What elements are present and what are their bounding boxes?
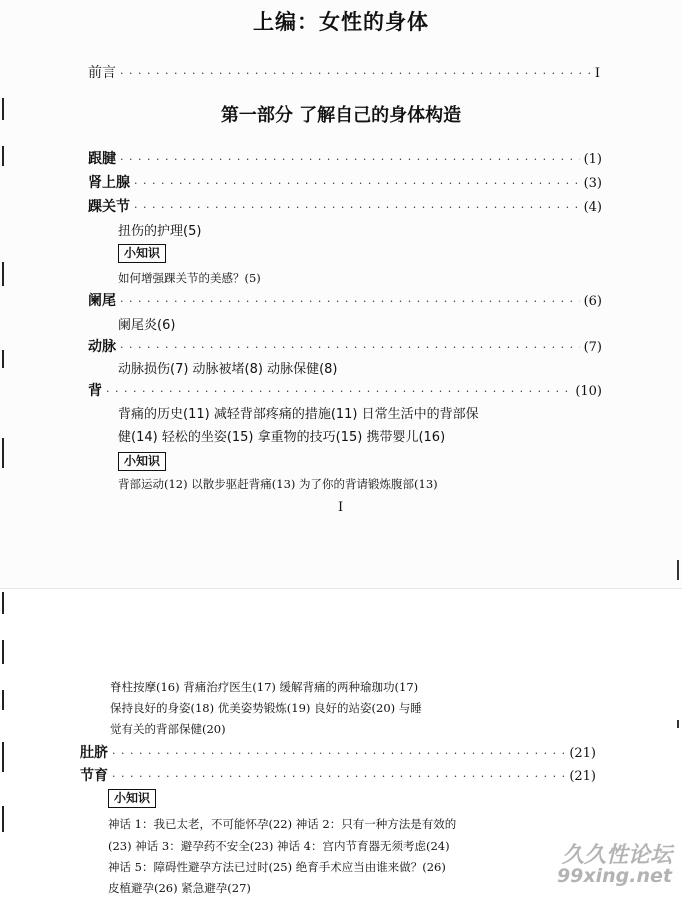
toc-entry-back — [88, 380, 602, 400]
watermark-line: 久久性论坛 — [561, 843, 672, 868]
toc-page-number: (21) — [569, 746, 596, 761]
toc-leader-dots — [120, 295, 580, 308]
toc-label: 前言 — [88, 65, 116, 81]
toc-label: 跟腱 — [88, 151, 116, 167]
scan-margin-mark — [2, 742, 4, 772]
part-title: 第一部分 了解自己的身体构造 — [220, 105, 462, 126]
scan-margin-mark — [2, 640, 4, 664]
toc-leader-dots — [120, 67, 591, 80]
scan-margin-mark — [2, 592, 4, 614]
toc-entry-appendix — [88, 290, 602, 310]
toc-entry-artery — [88, 336, 602, 356]
toc-leader-dots — [134, 177, 580, 190]
toc-label: 阑尾 — [88, 293, 116, 309]
toc-entry-navel — [80, 742, 596, 762]
toc-entry-heel — [88, 148, 602, 168]
toc-subentry: 觉有关的背部保健(20) — [110, 722, 226, 736]
toc-label: 踝关节 — [88, 199, 130, 215]
toc-tip-text: 神话 5：障碍性避孕方法已过时(25) 绝育手术应当由谁来做？(26) — [108, 860, 446, 874]
tip-box-label: 小知识 — [108, 789, 156, 808]
toc-page-number: (7) — [583, 340, 602, 355]
page-number: Ⅰ — [338, 500, 344, 515]
scan-margin-mark — [2, 438, 4, 468]
toc-subentry: 阑尾炎(6) — [118, 318, 176, 333]
toc-subentry: 健(14) 轻松的坐姿(15) 拿重物的技巧(15) 携带婴儿(16) — [118, 430, 446, 445]
watermark — [557, 838, 672, 887]
toc-subentry: 动脉损伤(7) 动脉被堵(8) 动脉保健(8) — [118, 362, 338, 377]
toc-tip-text: (23) 神话 3：避孕药不安全(23) 神话 4：宫内节育器无须考虑(24) — [108, 839, 450, 853]
toc-subentry: 扭伤的护理(5) — [118, 224, 202, 239]
scan-margin-mark — [2, 806, 4, 832]
toc-page-number: (21) — [569, 769, 596, 784]
toc-entry-contraception — [80, 765, 596, 785]
toc-leader-dots — [112, 747, 565, 760]
toc-leader-dots — [112, 770, 565, 783]
toc-subentry: 保持良好的身姿(18) 优美姿势锻炼(19) 良好的站姿(20) 与睡 — [110, 701, 422, 715]
toc-subentry: 脊柱按摩(16) 背痛治疗医生(17) 缓解背痛的两种瑜珈功(17) — [110, 680, 419, 694]
toc-subentry: 背痛的历史(11) 减轻背部疼痛的措施(11) 日常生活中的背部保 — [118, 407, 479, 422]
toc-tip-text: 背部运动(12) 以散步驱赶背痛(13) 为了你的背请锻炼腹部(13) — [118, 477, 438, 491]
watermark-line: 99xing.net — [556, 865, 672, 887]
toc-label: 动脉 — [88, 339, 116, 355]
toc-page-number: (1) — [583, 152, 602, 167]
toc-page-number: (6) — [583, 294, 602, 309]
toc-label: 肚脐 — [80, 745, 108, 761]
toc-page-number: (10) — [575, 384, 602, 399]
toc-leader-dots — [120, 341, 580, 354]
toc-leader-dots — [106, 385, 571, 398]
toc-tip-text: 皮植避孕(26) 紧急避孕(27) — [108, 881, 251, 895]
tip-box-label: 小知识 — [118, 452, 166, 471]
scan-margin-mark — [677, 560, 679, 580]
toc-leader-dots — [120, 153, 580, 166]
toc-tip-text: 神话 1：我已太老，不可能怀孕(22) 神话 2：只有一种方法是有效的 — [108, 817, 457, 831]
toc-page-number: Ⅰ — [594, 66, 600, 81]
scan-margin-mark — [2, 146, 4, 166]
page-header-title: 上编：女性的身体 — [253, 10, 429, 34]
tip-box-label: 小知识 — [118, 244, 166, 263]
scan-margin-mark — [2, 690, 4, 710]
scan-margin-mark — [677, 720, 679, 728]
toc-label: 节育 — [80, 768, 108, 784]
scan-margin-mark — [2, 262, 4, 286]
toc-entry-ankle — [88, 196, 602, 216]
toc-entry-adrenal — [88, 172, 602, 192]
toc-entry-preface — [88, 62, 600, 82]
scan-margin-mark — [2, 350, 4, 368]
toc-label: 肾上腺 — [88, 175, 130, 191]
toc-leader-dots — [134, 201, 580, 214]
toc-page-number: (4) — [583, 200, 602, 215]
toc-tip-text: 如何增强踝关节的美感？(5) — [118, 271, 261, 285]
toc-page-number: (3) — [583, 176, 602, 191]
toc-label: 背 — [88, 383, 102, 399]
